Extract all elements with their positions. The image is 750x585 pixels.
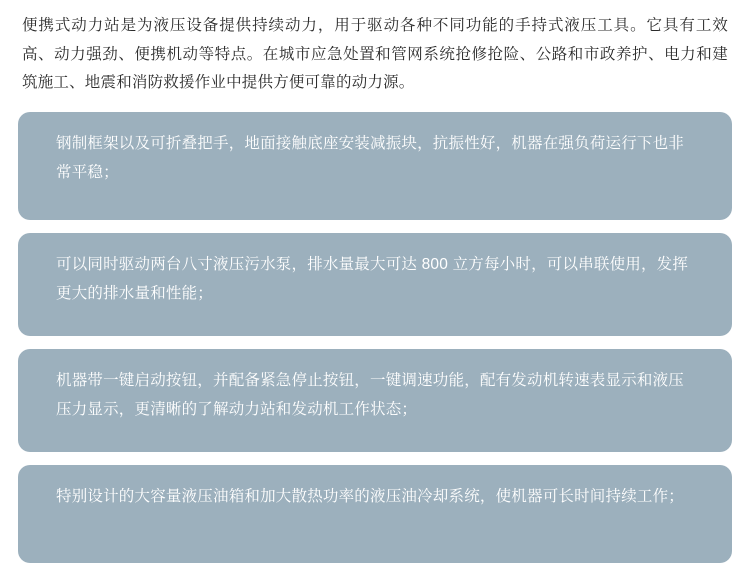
intro-paragraph: 便携式动力站是为液压设备提供持续动力，用于驱动各种不同功能的手持式液压工具。它具有工效高、动力强劲、便携机动等特点。在城市应急处置和管网系统抢修抢险、公路和市政养护、电力和建筑施工、地震和消防救援作业中提供方便可靠的动力源。 bbox=[22, 17, 728, 92]
feature-card-text: 可以同时驱动两台八寸液压污水泵，排水量最大可达 800 立方每小时，可以串联使用，发挥更大的排水量和性能； bbox=[56, 256, 689, 302]
feature-card bbox=[18, 112, 732, 220]
feature-card bbox=[18, 465, 732, 563]
feature-card-text: 钢制框架以及可折叠把手，地面接触底座安装减振块，抗振性好，机器在强负荷运行下也非常平稳； bbox=[56, 135, 685, 181]
feature-card-list bbox=[0, 112, 750, 563]
feature-card-text: 特别设计的大容量液压油箱和加大散热功率的液压油冷却系统，使机器可长时间持续工作； bbox=[56, 488, 685, 506]
feature-card bbox=[18, 233, 732, 336]
feature-card-text: 机器带一键启动按钮，并配备紧急停止按钮，一键调速功能，配有发动机转速表显示和液压压力显示，更清晰的了解动力站和发动机工作状态； bbox=[56, 372, 685, 418]
feature-card bbox=[18, 349, 732, 452]
